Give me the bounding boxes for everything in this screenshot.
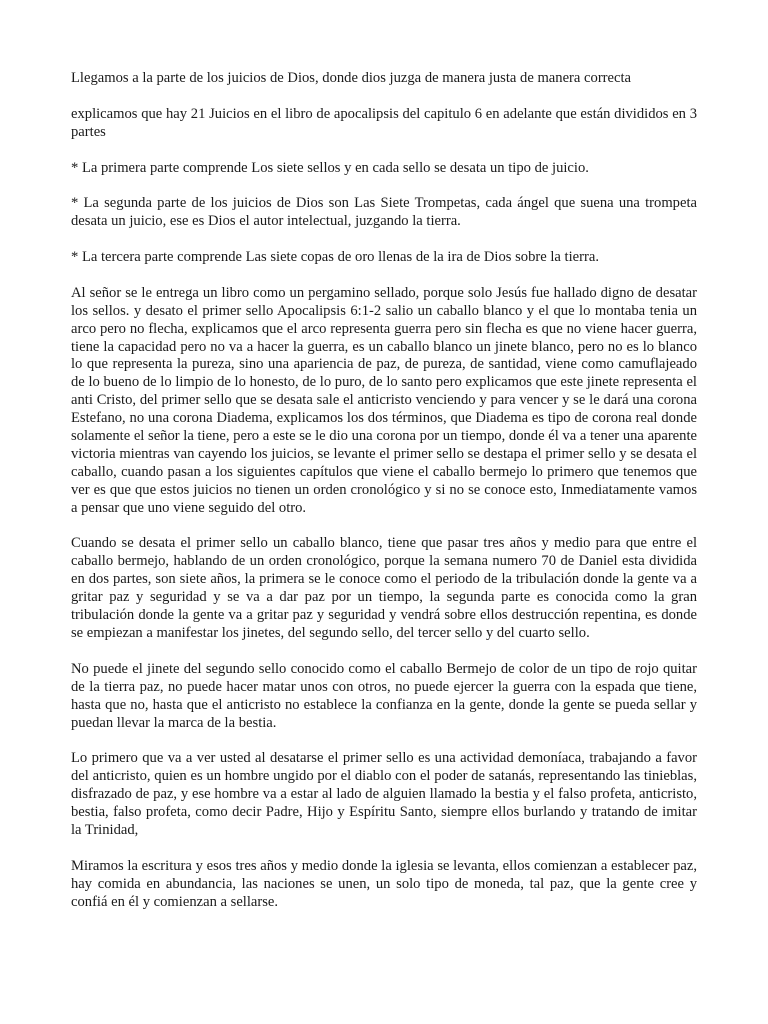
paragraph-21-judgments: explicamos que hay 21 Juicios en el libro de apocalipsis del capitulo 6 en adelante que están divididos en 3 partes — [71, 105, 697, 140]
paragraph-second-part: * La segunda parte de los juicios de Dios son Las Siete Trompetas, cada ángel que suena una trompeta desata un juicio, ese es Dios el autor intelectual, juzgando la tierra. — [71, 195, 697, 230]
paragraph-demonic-activity: Lo primero que va a ver usted al desatarse el primer sello es una actividad demoníaca, trabajando a favor del anticristo, quien es un hombre ungido por el diablo con el poder de satanás, representando las tinieblas, disfrazado de paz, y ese hombre va a estar al lado de alguien llamado la bestia y el falso profeta, anticristo, bestia, falso profeta, como decir Padre, Hijo y Espíritu Santo, siempre ellos burlando y tratando de imitar la Trinidad, — [71, 750, 697, 838]
document-page — [71, 70, 697, 929]
paragraph-intro: Llegamos a la parte de los juicios de Dios, donde dios juzga de manera justa de manera correcta — [71, 70, 632, 86]
paragraph-first-seal: Al señor se le entrega un libro como un pergamino sellado, porque solo Jesús fue hallado digno de desatar los sellos. y desato el primer sello Apocalipsis 6:1-2 salio un caballo blanco y el que lo montaba tenia un arco pero no flecha, explicamos que el arco representa guerra pero sin flecha es que no viene hacer guerra, tiene la capacidad pero no va a hacer la guerra, es un caballo blanco un jinete blanco, pero no es lo blanco lo que representa la pureza, sino una apariencia de paz, de pureza, de santidad, viene como camuflajeado de lo bueno de lo limpio de lo honesto, de lo puro, de lo santo pero explicamos que este jinete representa el anti Cristo, del primer sello que se desata sale el anticristo venciendo y para vencer y se le dará una corona Estefano, no una corona Diadema, explicamos los dos términos, que Diadema es tipo de corona real donde solamente el señor la tiene, pero a este se le dio una corona por un tiempo, donde él va a tener una aparente victoria mientras van cayendo los juicios, se levante el primer sello se destapa el primer sello y se desata el caballo, cuando pasan a los siguientes capítulos que viene el caballo bermejo lo primero que tenemos que ver es que que estos juicios no tienen un orden cronológico y si no se conoce esto, Inmediatamente vamos a pensar que uno viene seguido del otro. — [71, 284, 697, 516]
paragraph-first-part: * La primera parte comprende Los siete sellos y en cada sello se desata un tipo de juicio. — [71, 159, 589, 176]
paragraph-chronology: Cuando se desata el primer sello un caballo blanco, tiene que pasar tres años y medio para que entre el caballo bermejo, hablando de un orden cronológico, porque la semana numero 70 de Daniel esta dividida en dos partes, son siete años, la primera se le conoce como el periodo de la tribulación donde la gente va a gritar paz y seguridad y se va a dar paz por un tiempo, la segunda parte es conocida como la gran tribulación donde la gente va a gritar paz y seguridad y vendrá sobre ellos destrucción repentina, es donde se empiezan a manifestar los jinetes, del segundo sello, del tercer sello y del cuarto sello. — [71, 535, 697, 641]
paragraph-second-seal: No puede el jinete del segundo sello conocido como el caballo Bermejo de color de un tipo de rojo quitar de la tierra paz, no puede hacer matar unos con otros, no puede ejercer la guerra con la espada que tiene, hasta que no, hasta que el anticristo no establece la confianza en la gente, donde la gente se pueda sellar y puedan llevar la marca de la bestia. — [71, 660, 697, 731]
paragraph-third-part: * La tercera parte comprende Las siete copas de oro llenas de la ira de Dios sobre la tierra. — [71, 249, 599, 265]
paragraph-scripture: Miramos la escritura y esos tres años y medio donde la iglesia se levanta, ellos comienzan a establecer paz, hay comida en abundancia, las naciones se unen, un solo tipo de moneda, tal paz, que la gente cree y confiá en él y comienzan a sellarse. — [71, 857, 697, 910]
